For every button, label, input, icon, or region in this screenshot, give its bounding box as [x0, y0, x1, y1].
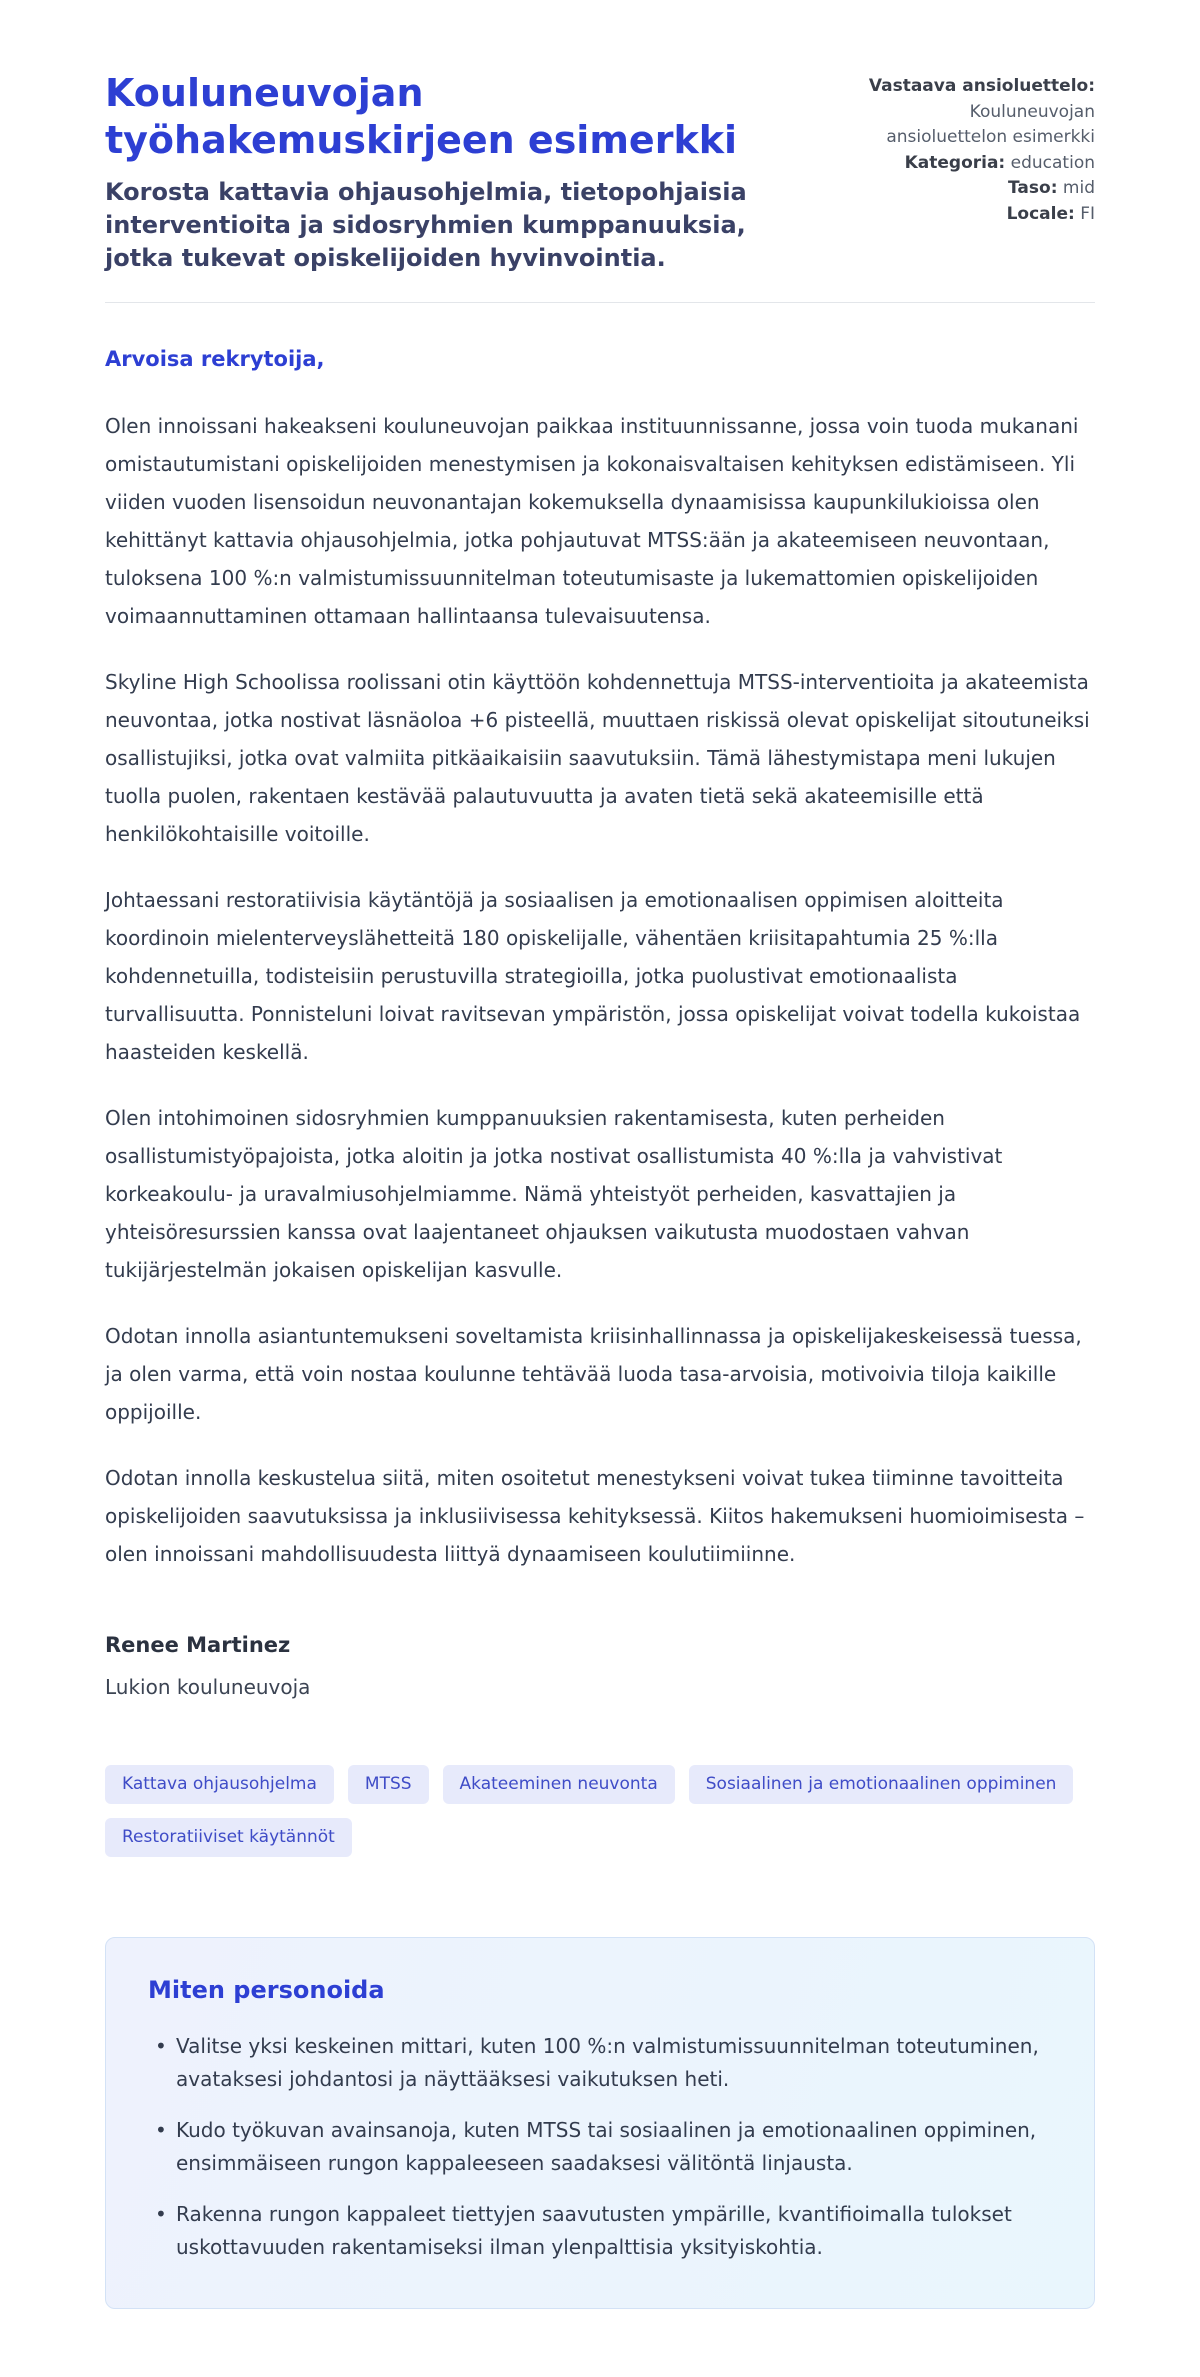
tip-item: • Valitse yksi keskeinen mittari, kuten 100 %:n valmistumissuunnitelman toteutuminen, avataksesi johdantosi ja näyttääksesi vaikutuksen heti. [148, 2030, 1052, 2096]
meta-locale [865, 202, 1095, 228]
page-header [105, 70, 1095, 276]
header-divider [105, 302, 1095, 303]
meta-level [865, 176, 1095, 202]
letter-signature [105, 1633, 1095, 1699]
signature-name: Renee Martinez [105, 1632, 291, 1657]
letter-greeting: Arvoisa rekrytoija, [105, 346, 325, 371]
level-label: Taso: [1008, 178, 1058, 198]
header-title-block [105, 70, 765, 276]
locale-label: Locale: [1006, 203, 1075, 224]
cover-letter-body [105, 347, 1095, 1699]
letter-paragraph: Olen innoissani hakeakseni kouluneuvojan paikkaa instituunnissanne, jossa voin tuoda mukanani omistautumistani opiskelijoiden menestymisen ja kokonaisvaltaisen kehityksen edistämiseen. Yli viiden vuoden lisensoidun neuvonantajan kokemuksella dynaamisissa kaupunkilukioissa olen kehittänyt kattavia ohjausohjelmia, jotka pohjautuvat MTSS:ään ja akateemiseen neuvontaan, tuloksena 100 %:n valmistumissuunnitelman toteutumisaste ja lukemattomien opiskelijoiden voimaannuttaminen ottamaan hallintaansa tulevaisuutensa. [105, 413, 1079, 628]
meta-category [865, 151, 1095, 177]
tag-chip[interactable]: Restoratiiviset käytännöt [105, 1818, 352, 1857]
tip-item: • Rakenna rungon kappaleet tiettyjen saavutusten ympärille, kvantifioimalla tulokset uskottavuuden rakentamiseksi ilman ylenpalttisia yksityiskohtia. [148, 2198, 1052, 2264]
matching-resume-link[interactable]: Kouluneuvojan ansioluettelon esimerkki [886, 101, 1095, 147]
meta-block [865, 70, 1095, 276]
meta-matching-resume [865, 74, 1095, 151]
page-container [105, 0, 1095, 2377]
level-value: mid [1062, 178, 1095, 198]
tips-title: Miten personoida [148, 1975, 385, 2004]
tag-chip[interactable]: Sosiaalinen ja emotionaalinen oppiminen [689, 1765, 1074, 1804]
letter-paragraph: Odotan innolla keskustelua siitä, miten osoitetut menestykseni voivat tukea tiiminne tavoitteita opiskelijoiden saavutuksissa ja inklusiivisessa kehityksessä. Kiitos hakemukseni huomioimisesta – olen innoissani mahdollisuudesta liittyä dynaamiseen koulutiimiinne. [105, 1465, 1085, 1566]
letter-paragraph: Johtaessani restoratiivisia käytäntöjä ja sosiaalisen ja emotionaalisen oppimisen aloitteita koordinoin mielenterveyslähetteitä 180 opiskelijalle, vähentäen kriisitapahtumia 25 %:lla kohdennetuilla, todisteisiin perustuvilla strategioilla, jotka puolustivat emotionaalista turvallisuutta. Ponnisteluni loivat ravitsevan ympäristön, jossa opiskelijat voivat todella kukoistaa haasteiden keskellä. [105, 887, 1081, 1064]
matching-resume-label: Vastaava ansioluettelo: [868, 76, 1095, 96]
keyword-tags [105, 1765, 1095, 1857]
letter-paragraph: Odotan innolla asiantuntemukseni soveltamista kriisinhallinnassa ja opiskelijakeskeisessä tuessa, ja olen varma, että voin nostaa koulunne tehtävää luoda tasa-arvoisia, motivoivia tiloja kaikille oppijoille. [105, 1323, 1082, 1424]
letter-paragraph: Skyline High Schoolissa roolissani otin käyttöön kohdennettuja MTSS-interventioita ja akateemista neuvontaa, jotka nostivat läsnäoloa +6 pisteellä, muuttaen riskissä olevat opiskelijat sitoutuneiksi osallistujiksi, jotka ovat valmiita pitkäaikaisiin saavutuksiin. Tämä lähestymistapa meni lukujen tuolla puolen, rakentaen kestävää palautuvuutta ja avaten tietä sekä akateemisille että henkilökohtaisille voitoille. [105, 669, 1090, 846]
letter-paragraph: Olen intohimoinen sidosryhmien kumppanuuksien rakentamisesta, kuten perheiden osallistumistyöpajoista, jotka aloitin ja jotka nostivat osallistumista 40 %:lla ja vahvistivat korkeakoulu- ja uravalmiusohjelmiamme. Nämä yhteistyöt perheiden, kasvattajien ja yhteisöresurssien kanssa ovat laajentaneet ohjauksen vaikutusta muodostaen vahvan tukijärjestelmän jokaisen opiskelijan kasvulle. [105, 1105, 1003, 1282]
category-value: education [1010, 152, 1095, 173]
locale-value: FI [1080, 203, 1095, 224]
tag-chip[interactable]: Akateeminen neuvonta [443, 1765, 675, 1804]
tip-item: • Kudo työkuvan avainsanoja, kuten MTSS tai sosiaalinen ja emotionaalinen oppiminen, ensimmäiseen rungon kappaleeseen saadaksesi välitöntä linjausta. [148, 2114, 1052, 2180]
category-label: Kategoria: [904, 152, 1006, 173]
page-subtitle: Korosta kattavia ohjausohjelmia, tietopohjaisia interventioita ja sidosryhmien kumppanuuksia, jotka tukevat opiskelijoiden hyvinvointia. [105, 178, 747, 273]
personalization-tips-card [105, 1937, 1095, 2309]
tips-list [148, 2030, 1052, 2264]
page-title: Kouluneuvojan työhakemuskirjeen esimerkki [105, 71, 738, 163]
signature-role: Lukion kouluneuvoja [105, 1674, 311, 1699]
tag-chip[interactable]: MTSS [348, 1765, 429, 1804]
tag-chip[interactable]: Kattava ohjausohjelma [105, 1765, 334, 1804]
